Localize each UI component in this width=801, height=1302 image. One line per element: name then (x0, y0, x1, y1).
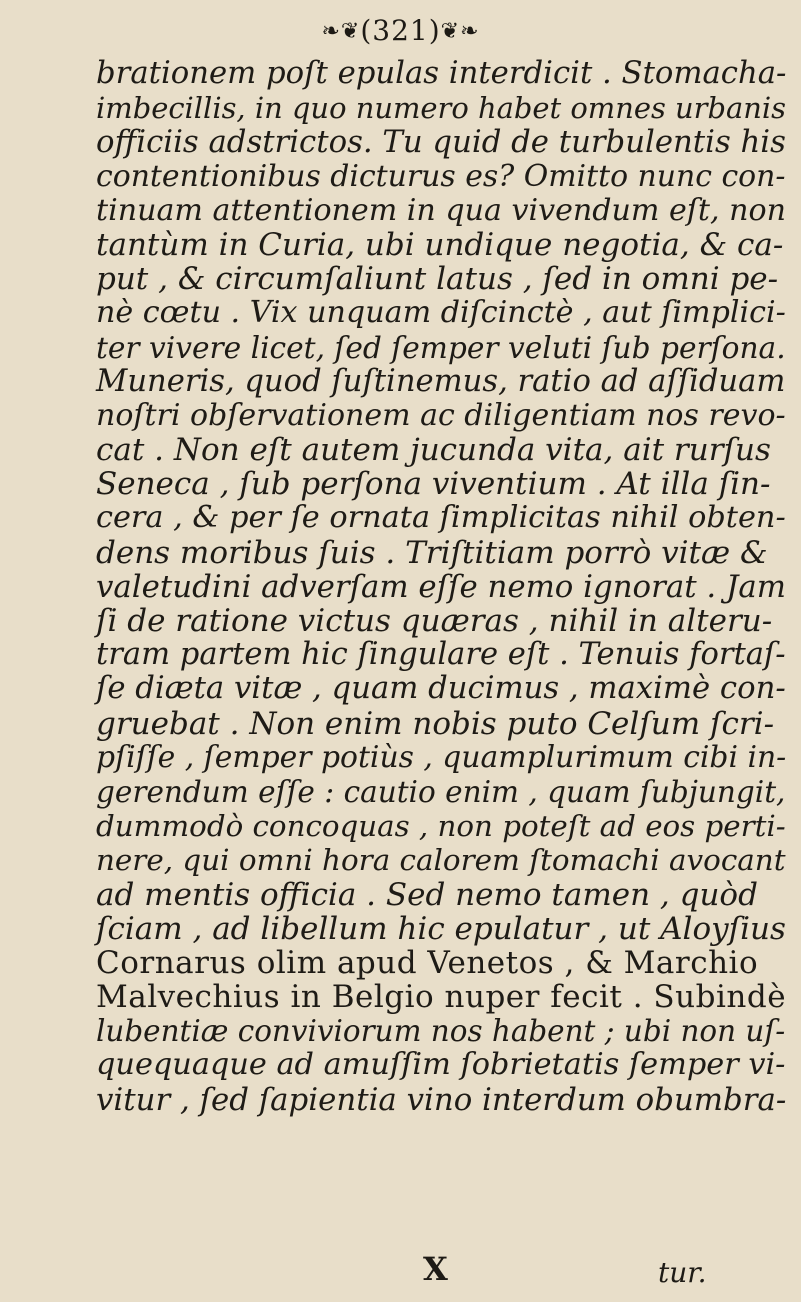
text-line: ſi de ratione victus quæras , nihil in alteru- (96, 603, 773, 639)
text-line: quequaque ad amuſſim ſobrietatis ſemper vi- (96, 1047, 786, 1083)
text-line: imbecillis, in quo numero habet omnes urbanis (96, 91, 787, 126)
text-line: ter vivere licet, ſed ſemper veluti ſub perſona. (96, 329, 786, 365)
text-line: ſciam , ad libellum hic epulatur , ut Aloyſius (96, 910, 786, 947)
right-ornament: ❦❧ (440, 19, 480, 44)
text-line: ſe diæta vitæ , quam ducimus , maximè con- (96, 671, 786, 707)
text-line: gerendum eſſe : cautio enim , quam ſubjungit, (96, 774, 786, 809)
page-number: (321) (360, 14, 441, 47)
text-line: gruebat . Non enim nobis puto Celſum ſcri- (96, 705, 775, 742)
page-header (0, 14, 801, 47)
left-ornament: ❧❦ (321, 19, 361, 44)
signature-mark: X (423, 1250, 448, 1288)
text-line: noſtri obſervationem ac diligentiam nos revo- (96, 397, 786, 433)
text-line: put , & circumſaliunt latus , ſed in omni pe- (96, 261, 779, 298)
text-line: officiis adstrictos. Tu quid de turbulentis his (96, 124, 786, 161)
page-footer (0, 1250, 801, 1298)
body-text (96, 57, 786, 1117)
text-line: vitur , ſed ſapientia vino interdum obumbra- (96, 1081, 787, 1118)
text-line: tantùm in Curia, ubi undique negotia, & ca- (96, 226, 784, 263)
text-line: cera , & per ſe ornata ſimplicitas nihil obten- (96, 500, 786, 536)
text-line: brationem poſt epulas interdicit . Stomacha- (96, 56, 787, 91)
text-line: valetudini adverſam eſſe nemo ignorat . Jam (96, 568, 786, 605)
text-line: tinuam attentionem in qua vivendum eſt, non (96, 192, 786, 228)
text-line: Seneca , ſub perſona viventium . At illa ſin- (96, 466, 771, 503)
text-line: nè cœtu . Vix unquam diſcinctè , aut ſimplici- (96, 295, 786, 331)
text-line: dens moribus ſuis . Triſtitiam porrò vitæ & (96, 534, 768, 571)
text-line: cat . Non eſt autem jucunda vita, ait rurſus (96, 432, 771, 469)
text-line: Malvechius in Belgio nuper fecit . Subindè (96, 979, 787, 1016)
text-line: pſiſſe , ſemper potiùs , quamplurimum cibi in- (96, 739, 787, 775)
text-line: contentionibus dicturus es? Omitto nunc con- (96, 158, 786, 194)
text-line: dummodò concoquas , non poteſt ad eos perti- (96, 809, 786, 844)
text-line: Cornarus olim apud Venetos , & Marchio (96, 944, 759, 981)
text-line: tram partem hic ſingulare eſt . Tenuis fortaſ- (96, 637, 786, 673)
text-line: lubentiæ conviviorum nos habent ; ubi non uſ- (96, 1014, 786, 1049)
text-line: ad mentis officia . Sed nemo tamen , quòd (96, 876, 758, 913)
catchword: tur. (658, 1256, 707, 1289)
text-line: nere, qui omni hora calorem ſtomachi avocant (96, 843, 786, 878)
text-line: Muneris, quod ſuſtinemus, ratio ad aſſiduam (96, 363, 786, 399)
